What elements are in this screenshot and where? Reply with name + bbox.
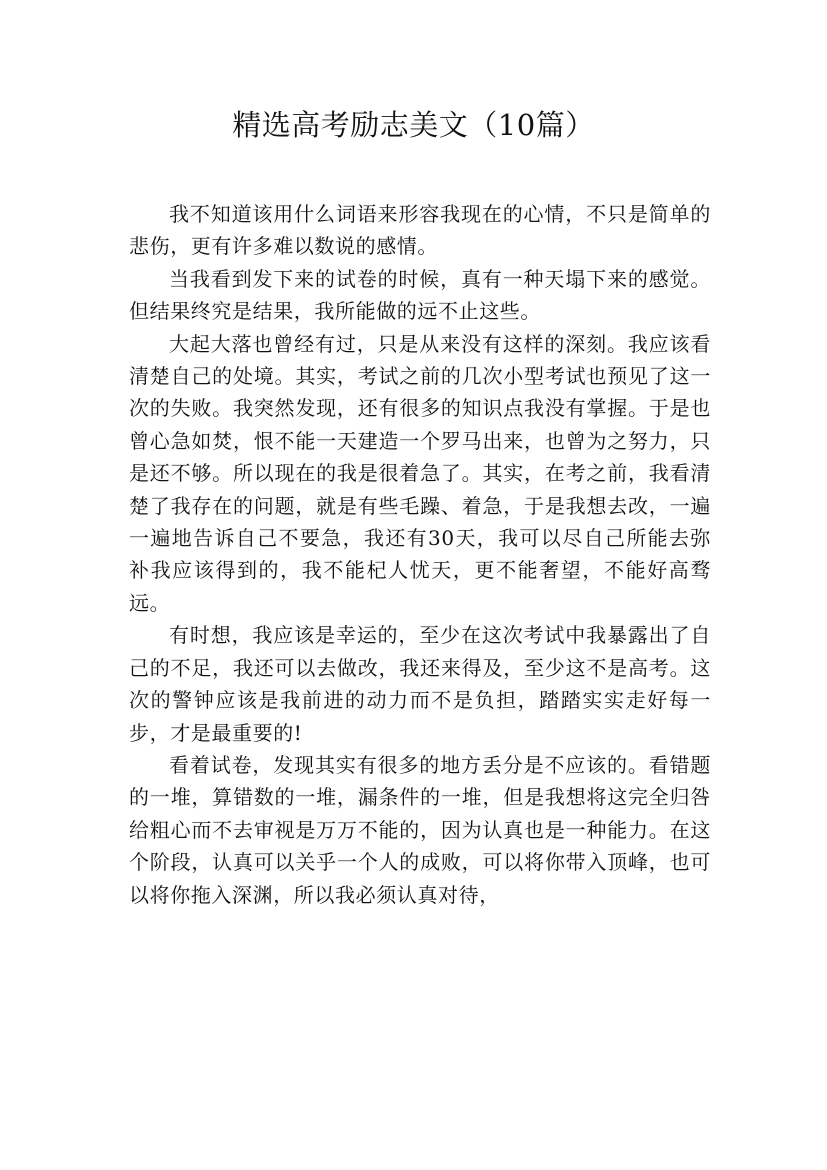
document-title: 精选高考励志美文（10篇） — [232, 108, 595, 142]
paragraph: 有时想，我应该是幸运的，至少在这次考试中我暴露出了自己的不足，我还可以去做改，我还来得及，至少这不是高考。这次的警钟应该是我前进的动力而不是负担，踏踏实实走好每一步，才是最重要的! — [129, 623, 711, 745]
paragraph: 我不知道该用什么词语来形容我现在的心情，不只是简单的悲伤，更有许多难以数说的感情。 — [129, 202, 711, 259]
paragraph: 大起大落也曾经有过，只是从来没有这样的深刻。我应该看清楚自己的处境。其实，考试之前的几次小型考试也预见了这一次的失败。我突然发现，还有很多的知识点我没有掌握。于是也曾心急如焚，恨不能一天建造一个罗马出来，也曾为之努力，只是还不够。所以现在的我是很着急了。其实，在考之前，我看清楚了我存在的问题，就是有些毛躁、着急，于是我想去改，一遍一遍地告诉自己不要急，我还有30天，我可以尽自己所能去弥补我应该得到的，我不能杞人忧天，更不能奢望，不能好高骛远。 — [129, 331, 711, 615]
paragraph: 看着试卷，发现其实有很多的地方丢分是不应该的。看错题的一堆，算错数的一堆，漏条件的一堆，但是我想将这完全归咎给粗心而不去审视是万万不能的，因为认真也是一种能力。在这个阶段，认真可以关乎一个人的成败，可以将你带入顶峰，也可以将你拖入深渊，所以我必须认真对待， — [129, 752, 711, 907]
paragraph: 当我看到发下来的试卷的时候，真有一种天塌下来的感觉。但结果终究是结果，我所能做的远不止这些。 — [129, 266, 711, 324]
document-body — [129, 198, 711, 911]
